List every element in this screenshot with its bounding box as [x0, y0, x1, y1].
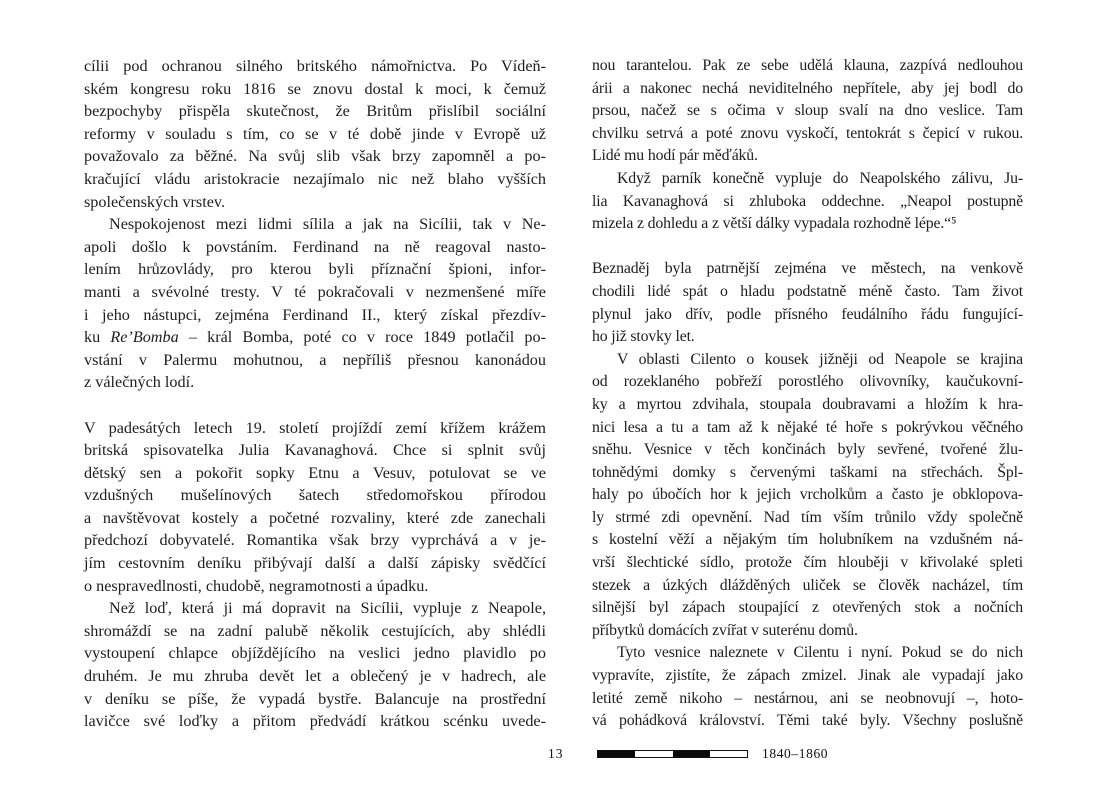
text-line: chvilku setrvá a poté znovu vyskočí, tentokrát s čepicí v rukou.: [592, 124, 1023, 142]
paragraph: [592, 258, 1023, 348]
scalebar-segment: [710, 751, 747, 757]
text-line: apoli došlo k povstáním. Ferdinand na ně reagoval nasto-: [84, 237, 546, 256]
timeline-range-label: 1840–1860: [762, 746, 829, 761]
text-line: ho již stovky let.: [592, 328, 695, 346]
text-line: tohnědými domky s červenými taškami na střechách. Špl-: [592, 463, 1023, 481]
text-line: z válečných lodí.: [84, 373, 195, 392]
text-line: Lidé mu hodí pár měďáků.: [592, 147, 758, 165]
text-line: ku Re’Bomba – král Bomba, poté co v roce 1849 potlačil po-: [84, 328, 546, 347]
text-line: Když parník konečně vypluje do Neapolského zálivu, Ju-: [617, 169, 1023, 187]
text-line: druhém. Je mu zhruba devět let a oblečený je v hadrech, ale: [84, 667, 546, 686]
text-line: bezpochyby přispěla skutečnost, že Britům přislíbil sociální: [84, 102, 546, 121]
text-line: lavičce své loďky a přitom předvádí krátkou scénku uvede-: [84, 712, 546, 731]
text-line: vá pohádková království. Těmi také byly. Všechny poslušně: [592, 712, 1023, 730]
paragraph: [84, 417, 546, 598]
text-line: předchozí dobyvatelé. Romantika však brzy vyprchává a v je-: [84, 531, 546, 550]
text-line: lia Kavanaghová si zhluboka oddechne. „Neapol postupně: [592, 192, 1023, 210]
scalebar-segment: [635, 751, 672, 757]
text-line: cílii pod ochranou silného britského námořnictva. Po Vídeň-: [84, 57, 546, 75]
text-line: ly strmé zdi opevnění. Nad tím vším trůnilo vždy společně: [592, 508, 1023, 526]
text-line: Beznaděj byla patrnější zejména ve městech, na venkově: [592, 260, 1023, 278]
text-line: Než loď, která ji má dopravit na Sicílii, vypluje z Neapole,: [109, 599, 546, 618]
text-column-left: [84, 55, 546, 733]
text-line: vrší šlechtické sídlo, protože čím hlouběji v křivolaké spleti: [592, 554, 1023, 572]
text-line: ky a myrtou zdvihala, stoupala doubravami a hložím k hra-: [592, 395, 1023, 413]
text-line: příbytků domácích zvířat v suterénu domů.: [592, 621, 858, 639]
text-line: árii a nakonec nechá neviditelného nepřítele, aby jej bodl do: [592, 79, 1023, 97]
text-line: shromáždí se na zadní palubě několik cestujících, aby shlédli: [84, 621, 546, 640]
scalebar-segment: [673, 751, 710, 757]
text-line: společenských vrstev.: [84, 192, 225, 211]
text-line: letité země nikoho – nestárnou, ani se neobnovují –, hoto-: [592, 689, 1023, 707]
paragraph: [84, 597, 546, 733]
text-line: V padesátých letech 19. století projíždí zemí křížem krážem: [84, 418, 546, 437]
paragraph: [592, 55, 1023, 168]
paragraph: [84, 213, 546, 394]
text-line: silnější byl zápach stoupající z otevřených stok a nočních: [592, 599, 1023, 617]
paragraph: [592, 349, 1023, 643]
text-line: o nespravedlnosti, chudobě, negramotnosti a úpadku.: [84, 576, 429, 595]
paragraph: [592, 168, 1023, 236]
text-line: ském kongresu roku 1816 se znovu dostal k moci, k čemuž: [84, 79, 546, 98]
text-line: považovalo za běžné. Na svůj slib však brzy zapomněl a po-: [84, 147, 546, 166]
timeline-scalebar: [597, 750, 748, 758]
text-line: s kostelní věží a nějakým tím holubníkem na vzdušném ná-: [592, 531, 1023, 549]
page-number: 13: [548, 746, 564, 761]
text-line: nici lesa a tu a tam až k nějaké té hoře s pokrývkou věčného: [592, 418, 1023, 436]
text-line: dětský sen a pokořit sopky Etnu a Vesuv, potulovat se ve: [84, 463, 546, 482]
text-line: a navštěvovat kostely a početné rozvaliny, které zde zanechali: [84, 508, 546, 527]
text-line: Nespokojenost mezi lidmi sílila a jak na Sicílii, tak v Ne-: [109, 215, 546, 234]
text-line: chodili lidé spát o hladu podstatně méně často. Tam život: [592, 282, 1023, 300]
text-line: stezek a úzkých dlážděných uliček se člověk nacházel, tím: [592, 576, 1023, 594]
text-line: v deníku se píše, že vypadá bystře. Balancuje na prostřední: [84, 689, 546, 708]
paragraph: [592, 642, 1023, 732]
text-line: vypravíte, zjistíte, že zápach zmizel. Jinak ale vypadají jako: [592, 667, 1023, 685]
scalebar-segment: [598, 751, 635, 757]
text-line: Tyto vesnice naleznete v Cilentu i nyní. Pokud se do nich: [617, 644, 1023, 662]
text-line: britská spisovatelka Julia Kavanaghová. Chce si splnit svůj: [84, 441, 546, 460]
text-line: kračující vládu aristokracie nezajímalo nic než blaho vyšších: [84, 169, 546, 188]
text-line: vzdušných mušelínových šatech středomořskou přírodou: [84, 486, 546, 505]
paragraph: [84, 55, 546, 213]
text-line: reformy v souladu s tím, co se v té době jinde v Evropě už: [84, 124, 546, 143]
text-line: i jeho nástupci, zejména Ferdinand II., který získal přezdív-: [84, 305, 546, 324]
text-line: vstání v Palermu mohutnou, a nepříliš přesnou kanonádou: [84, 350, 546, 369]
text-line: manti a svévolné tresty. V té pokračovali v nezmenšené míře: [84, 282, 546, 301]
text-line: od rozeklaného pobřeží porostlého olivovníky, kaučukovní-: [592, 373, 1023, 391]
text-line: haly po úbočích hor k jejich vrcholkům a často je obklopova-: [592, 486, 1023, 504]
text-line: nou tarantelou. Pak ze sebe udělá klauna, zazpívá nedlouhou: [592, 57, 1023, 74]
text-line: prsou, načež se s očima v sloup svalí na dno veslice. Tam: [592, 102, 1023, 120]
text-line: jím cestovním deníku přibývají další a další zápisky svědčící: [84, 554, 546, 573]
text-line: V oblasti Cilento o kousek jižněji od Neapole se krajina: [617, 350, 1023, 368]
text-line: vystoupení chlapce objíždějícího na veslici jedno plavidlo po: [84, 644, 546, 663]
text-line: sněhu. Vesnice v těch končinách byly sevřené, tvořené žlu-: [592, 441, 1023, 459]
text-line: mizela z dohledu a z větší dálky vypadala rozhodně lépe.“⁵: [592, 215, 957, 233]
text-line: lením hrůzovlády, pro kterou byli příznační špioni, infor-: [84, 260, 546, 279]
text-column-right: [592, 55, 1023, 733]
text-line: plynul jako dřív, podle přísného feudálního řádu fungující-: [592, 305, 1023, 323]
